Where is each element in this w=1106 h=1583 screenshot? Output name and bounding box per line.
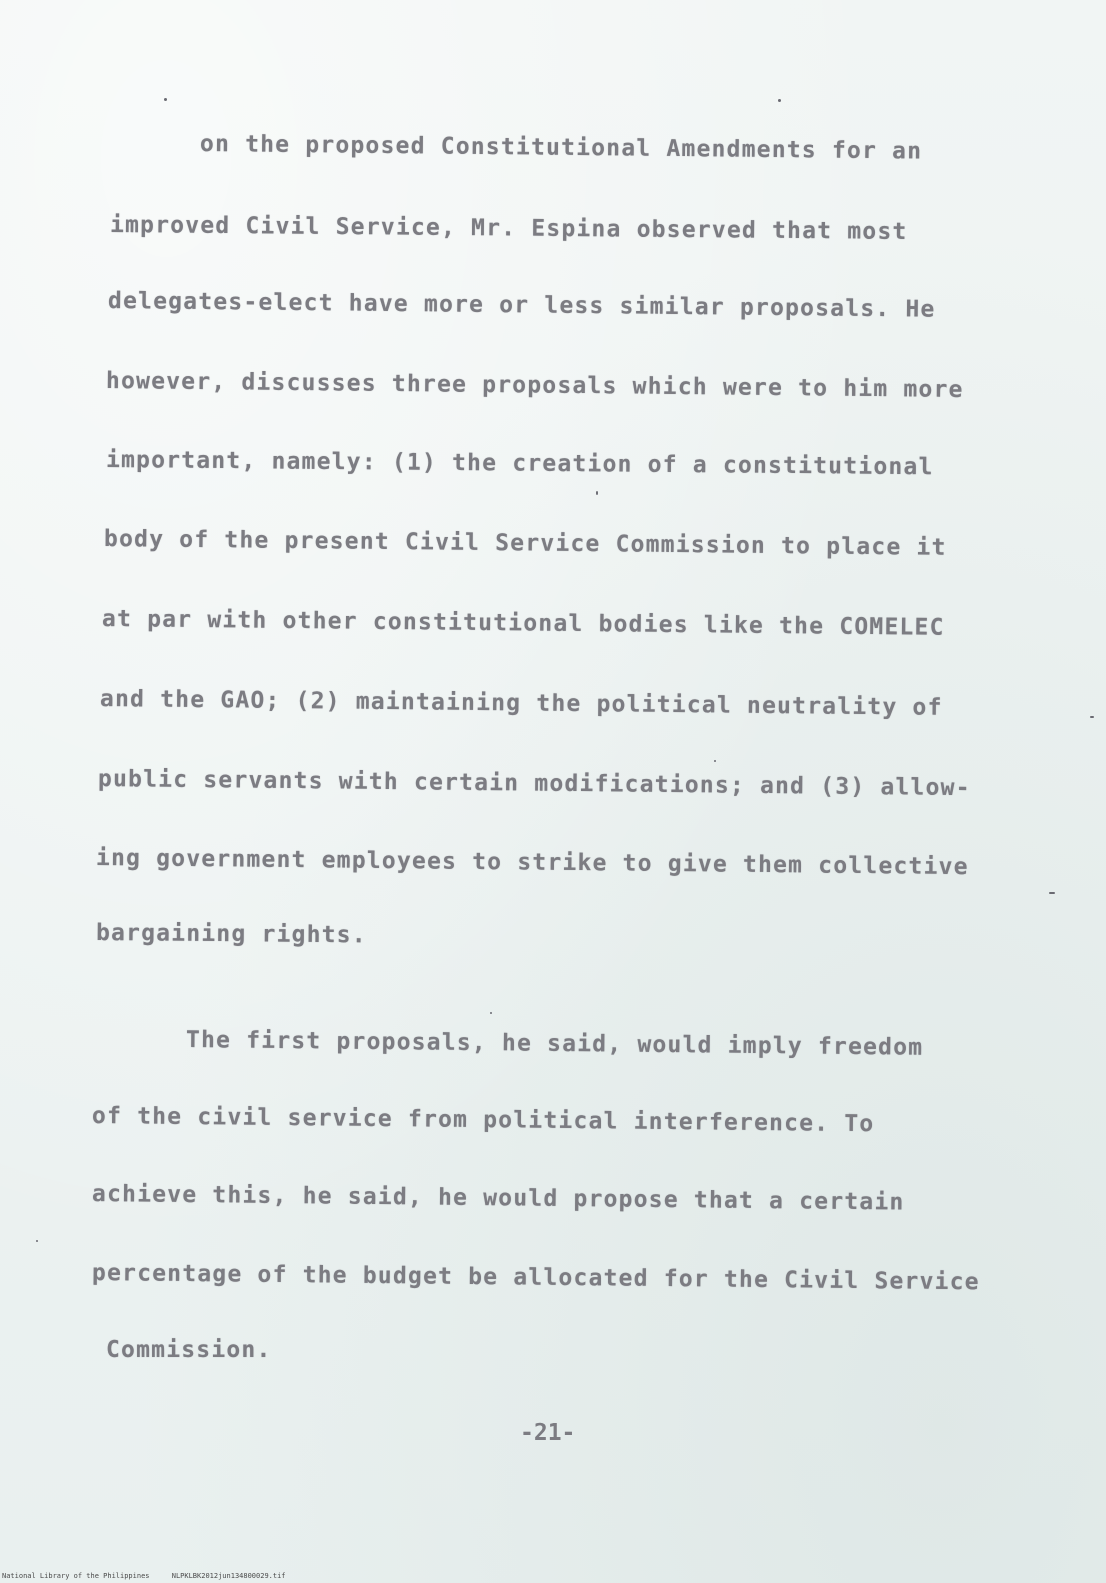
paragraph-1-line-6: body of the present Civil Service Commission to place it	[103, 526, 947, 561]
paragraph-2-line-5: Commission.	[106, 1337, 272, 1363]
paragraph-2-line-3: achieve this, he said, he would propose that a certain	[91, 1181, 905, 1216]
paragraph-1-line-9: public servants with certain modifications; and (3) allow-	[97, 766, 971, 802]
footer-library: National Library of the Philippines	[2, 1572, 150, 1580]
paragraph-1-line-2: improved Civil Service, Mr. Espina observed that most	[109, 212, 908, 245]
paragraph-2-line-4: percentage of the budget be allocated for the Civil Service	[91, 1260, 980, 1296]
scan-speck	[778, 99, 781, 102]
paragraph-1-line-4: however, discusses three proposals which were to him more	[105, 368, 964, 403]
paragraph-2-line-2: of the civil service from political interference. To	[91, 1103, 875, 1138]
scan-speck	[164, 98, 167, 101]
paragraph-1-line-3: delegates-elect have more or less similar proposals. He	[107, 288, 936, 323]
footer-file: NLPKLBK2012jun134800029.tif	[171, 1572, 286, 1580]
scan-speck	[1049, 892, 1055, 894]
scan-footer	[2, 1572, 304, 1580]
paragraph-1-line-11: bargaining rights.	[95, 920, 367, 949]
paragraph-1-line-8: and the GAO; (2) maintaining the political neutrality of	[99, 686, 943, 721]
scan-speck	[36, 1240, 38, 1242]
paragraph-1-line-1: on the proposed Constitutional Amendments for an	[199, 131, 923, 165]
scan-speck	[490, 1012, 492, 1014]
paragraph-1-line-7: at par with other constitutional bodies like the COMELEC	[101, 606, 945, 641]
page-number: -21-	[520, 1420, 576, 1446]
scan-speck	[714, 760, 716, 762]
scan-speck	[596, 491, 598, 495]
scan-speck	[1090, 716, 1094, 718]
paragraph-1-line-10: ing government employees to strike to give them collective	[95, 845, 969, 881]
paragraph-2-line-1: The first proposals, he said, would imply freedom	[185, 1027, 924, 1061]
paragraph-1-line-5: important, namely: (1) the creation of a constitutional	[105, 447, 934, 481]
